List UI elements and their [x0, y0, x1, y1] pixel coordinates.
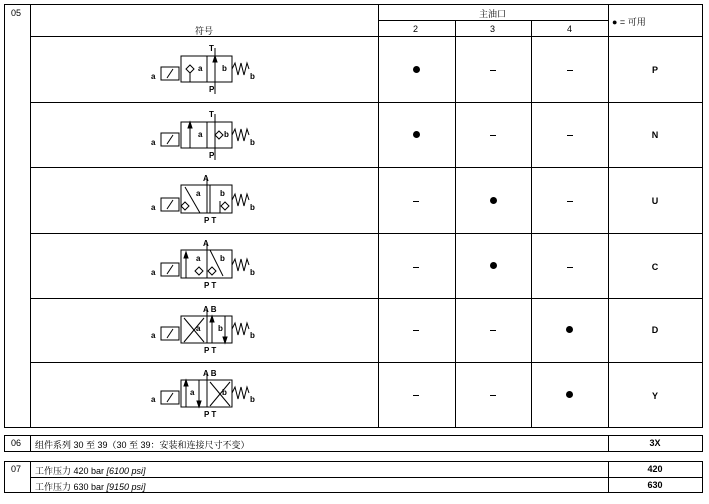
svg-text:P T: P T — [204, 281, 217, 290]
not-available-dash — [413, 201, 419, 202]
svg-text:b: b — [250, 395, 255, 404]
not-available-dash — [413, 330, 419, 331]
not-available-dash — [413, 395, 419, 396]
svg-text:b: b — [250, 72, 255, 81]
not-available-dash — [567, 70, 573, 71]
svg-text:a: a — [198, 64, 203, 73]
port-col-2: 2 — [413, 24, 419, 34]
col-divider — [378, 4, 379, 428]
not-available-dash — [413, 267, 419, 268]
svg-text:a: a — [151, 203, 156, 212]
svg-text:a: a — [151, 331, 156, 340]
svg-text:a: a — [196, 324, 201, 333]
valve-symbol-D — [148, 302, 260, 358]
available-dot — [490, 197, 497, 204]
code-630: 630 — [647, 480, 663, 490]
section-number: 06 — [11, 438, 22, 448]
row-divider — [30, 233, 703, 234]
svg-text:T: T — [209, 44, 214, 53]
svg-text:a: a — [151, 268, 156, 277]
svg-text:b: b — [250, 138, 255, 147]
svg-text:A B: A B — [203, 369, 217, 378]
svg-text:P T: P T — [204, 216, 217, 225]
svg-text:a: a — [198, 130, 203, 139]
valve-symbol-N — [148, 106, 260, 164]
col-divider — [455, 20, 456, 428]
row-divider — [30, 36, 703, 37]
not-available-dash — [490, 70, 496, 71]
not-available-dash — [567, 201, 573, 202]
svg-text:a: a — [151, 72, 156, 81]
row-divider — [30, 477, 703, 478]
code-P: P — [651, 65, 658, 75]
valve-symbol-Y — [148, 366, 260, 424]
svg-text:A B: A B — [203, 305, 217, 314]
code-C: C — [651, 262, 659, 272]
code-420: 420 — [647, 464, 663, 474]
not-available-dash — [490, 395, 496, 396]
svg-text:b: b — [224, 130, 229, 139]
not-available-dash — [490, 330, 496, 331]
section-number: 07 — [11, 464, 22, 474]
svg-text:b: b — [250, 331, 255, 340]
svg-text:b: b — [220, 189, 225, 198]
not-available-dash — [567, 135, 573, 136]
valve-symbol-C — [148, 236, 260, 294]
svg-text:a: a — [151, 138, 156, 147]
available-dot — [566, 326, 573, 333]
port-col-3: 3 — [490, 24, 496, 34]
legend-available: ● = 可用 — [612, 17, 646, 27]
svg-text:a: a — [196, 189, 201, 198]
row-divider — [30, 298, 703, 299]
col-divider — [30, 435, 31, 452]
svg-text:a: a — [151, 395, 156, 404]
col-divider — [531, 20, 532, 428]
svg-text:a: a — [196, 254, 201, 263]
svg-text:b: b — [222, 64, 227, 73]
svg-text:b: b — [220, 254, 225, 263]
code-N: N — [651, 130, 659, 140]
port-col-4: 4 — [567, 24, 573, 34]
pressure-420-text — [35, 464, 146, 477]
svg-text:A: A — [203, 239, 209, 248]
section-number: 05 — [11, 8, 22, 18]
available-dot — [413, 66, 420, 73]
valve-symbol-U — [148, 171, 260, 229]
col-divider — [30, 4, 31, 428]
svg-text:A: A — [203, 174, 209, 183]
svg-text:b: b — [222, 388, 227, 397]
svg-text:a: a — [190, 388, 195, 397]
available-dot — [566, 391, 573, 398]
component-series-text: 组件系列 30 至 39（30 至 39：安装和连接尺寸不变） — [35, 440, 250, 450]
code-U: U — [651, 196, 659, 206]
svg-text:b: b — [250, 268, 255, 277]
row-divider — [30, 102, 703, 103]
svg-text:b: b — [250, 203, 255, 212]
section-05-table — [4, 4, 703, 428]
pressure-psi-note: [6100 psi] — [106, 466, 146, 476]
available-dot — [413, 131, 420, 138]
svg-text:P T: P T — [204, 346, 217, 355]
col-divider — [608, 4, 609, 428]
svg-text:T: T — [209, 110, 214, 119]
svg-text:P T: P T — [204, 410, 217, 419]
valve-symbol-P — [148, 40, 260, 98]
code-3X: 3X — [649, 438, 661, 448]
available-dot — [490, 262, 497, 269]
code-D: D — [651, 325, 659, 335]
pressure-630-text — [35, 480, 146, 493]
not-available-dash — [490, 135, 496, 136]
pressure-psi-note: [9150 psi] — [106, 482, 146, 492]
pressure-label: 工作压力 420 bar — [35, 466, 107, 476]
row-divider — [30, 362, 703, 363]
code-Y: Y — [651, 391, 658, 401]
col-divider — [608, 435, 609, 452]
pressure-label: 工作压力 630 bar — [35, 482, 107, 492]
svg-text:b: b — [218, 324, 223, 333]
symbol-header: 符号 — [195, 26, 214, 36]
row-divider — [30, 167, 703, 168]
not-available-dash — [567, 267, 573, 268]
ports-header-underline — [378, 20, 608, 21]
svg-text:P: P — [209, 151, 215, 160]
svg-text:P: P — [209, 85, 215, 94]
ports-header: 主油口 — [479, 9, 507, 19]
